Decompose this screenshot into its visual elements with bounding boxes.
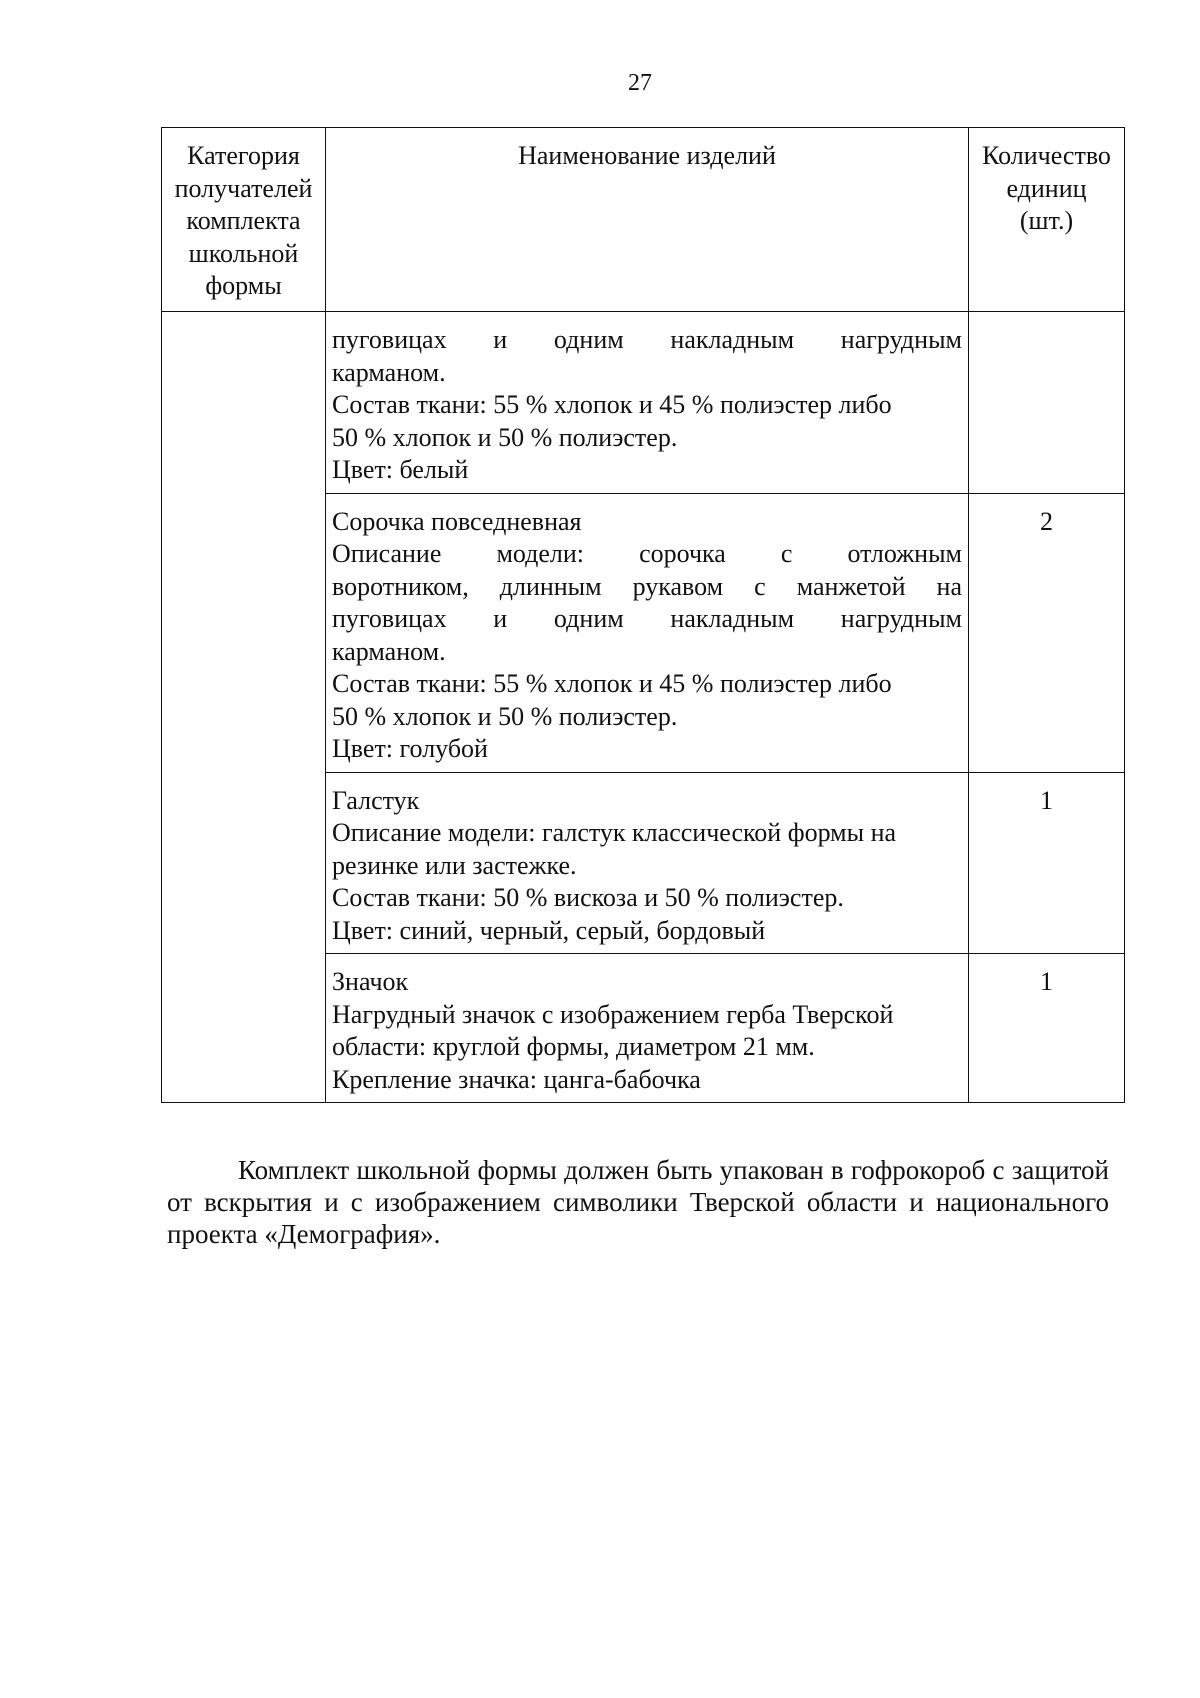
item-quantity	[969, 312, 1125, 494]
header-category-line: школьной	[188, 238, 299, 268]
header-category-line: формы	[205, 271, 282, 300]
description-line: Цвет: синий, черный, серый, бордовый	[332, 915, 766, 945]
items-table	[161, 127, 1125, 1103]
header-quantity-line: (шт.)	[1019, 206, 1074, 235]
item-description	[326, 493, 969, 772]
item-quantity: 1	[969, 772, 1125, 954]
table-row	[162, 312, 1125, 494]
description-line: карманом.	[332, 357, 446, 387]
description-line: Нагрудный значок с изображением герба Тверской	[332, 999, 894, 1029]
description-line: Крепление значка: цанга-бабочка	[332, 1064, 701, 1094]
packaging-paragraph: Комплект школьной формы должен быть упакован в гофрокороб с защитой от вскрытия и с изображением символики Тверской области и национального проекта «Демография».	[167, 1155, 1109, 1249]
header-quantity	[969, 128, 1125, 312]
item-quantity: 1	[969, 954, 1125, 1103]
description-line: Цвет: белый	[332, 455, 469, 484]
description-line: пуговицах и одним накладным нагрудным	[332, 604, 962, 633]
header-category-line: Категория	[187, 141, 300, 170]
description-line: воротником, длинным рукавом с манжетой на	[332, 571, 962, 601]
item-title: Сорочка повседневная	[332, 506, 582, 536]
description-line: карманом.	[332, 636, 446, 666]
description-line: Состав ткани: 55 % хлопок и 45 % полиэстер либо	[332, 669, 892, 698]
description-line: Цвет: голубой	[332, 734, 488, 763]
item-description	[326, 772, 969, 954]
item-description	[326, 312, 969, 494]
item-description	[326, 954, 969, 1103]
description-line: пуговицах и одним накладным нагрудным	[332, 325, 962, 354]
description-line: Состав ткани: 55 % хлопок и 45 % полиэстер либо	[332, 390, 892, 419]
item-quantity: 2	[969, 493, 1125, 772]
item-title: Галстук	[332, 785, 420, 815]
description-line: 50 % хлопок и 50 % полиэстер.	[332, 701, 678, 731]
description-line: резинке или застежке.	[332, 850, 577, 880]
description-line: Состав ткани: 50 % вискоза и 50 % полиэстер.	[332, 883, 844, 912]
header-quantity-line: Количество	[982, 141, 1111, 170]
header-name: Наименование изделий	[326, 128, 969, 312]
header-category	[162, 128, 326, 312]
table-header-row	[162, 128, 1125, 312]
description-line: области: круглой формы, диаметром 21 мм.	[332, 1032, 815, 1061]
description-line: 50 % хлопок и 50 % полиэстер.	[332, 422, 678, 452]
description-line: Описание модели: галстук классической формы на	[332, 818, 897, 847]
category-cell	[162, 312, 326, 1103]
description-line: Описание модели: сорочка с отложным	[332, 539, 962, 568]
header-category-line: комплекта	[186, 206, 301, 235]
item-title: Значок	[332, 967, 409, 996]
header-category-line: получателей	[174, 173, 313, 203]
header-quantity-line: единиц	[1006, 173, 1087, 203]
page-number: 27	[628, 70, 652, 96]
